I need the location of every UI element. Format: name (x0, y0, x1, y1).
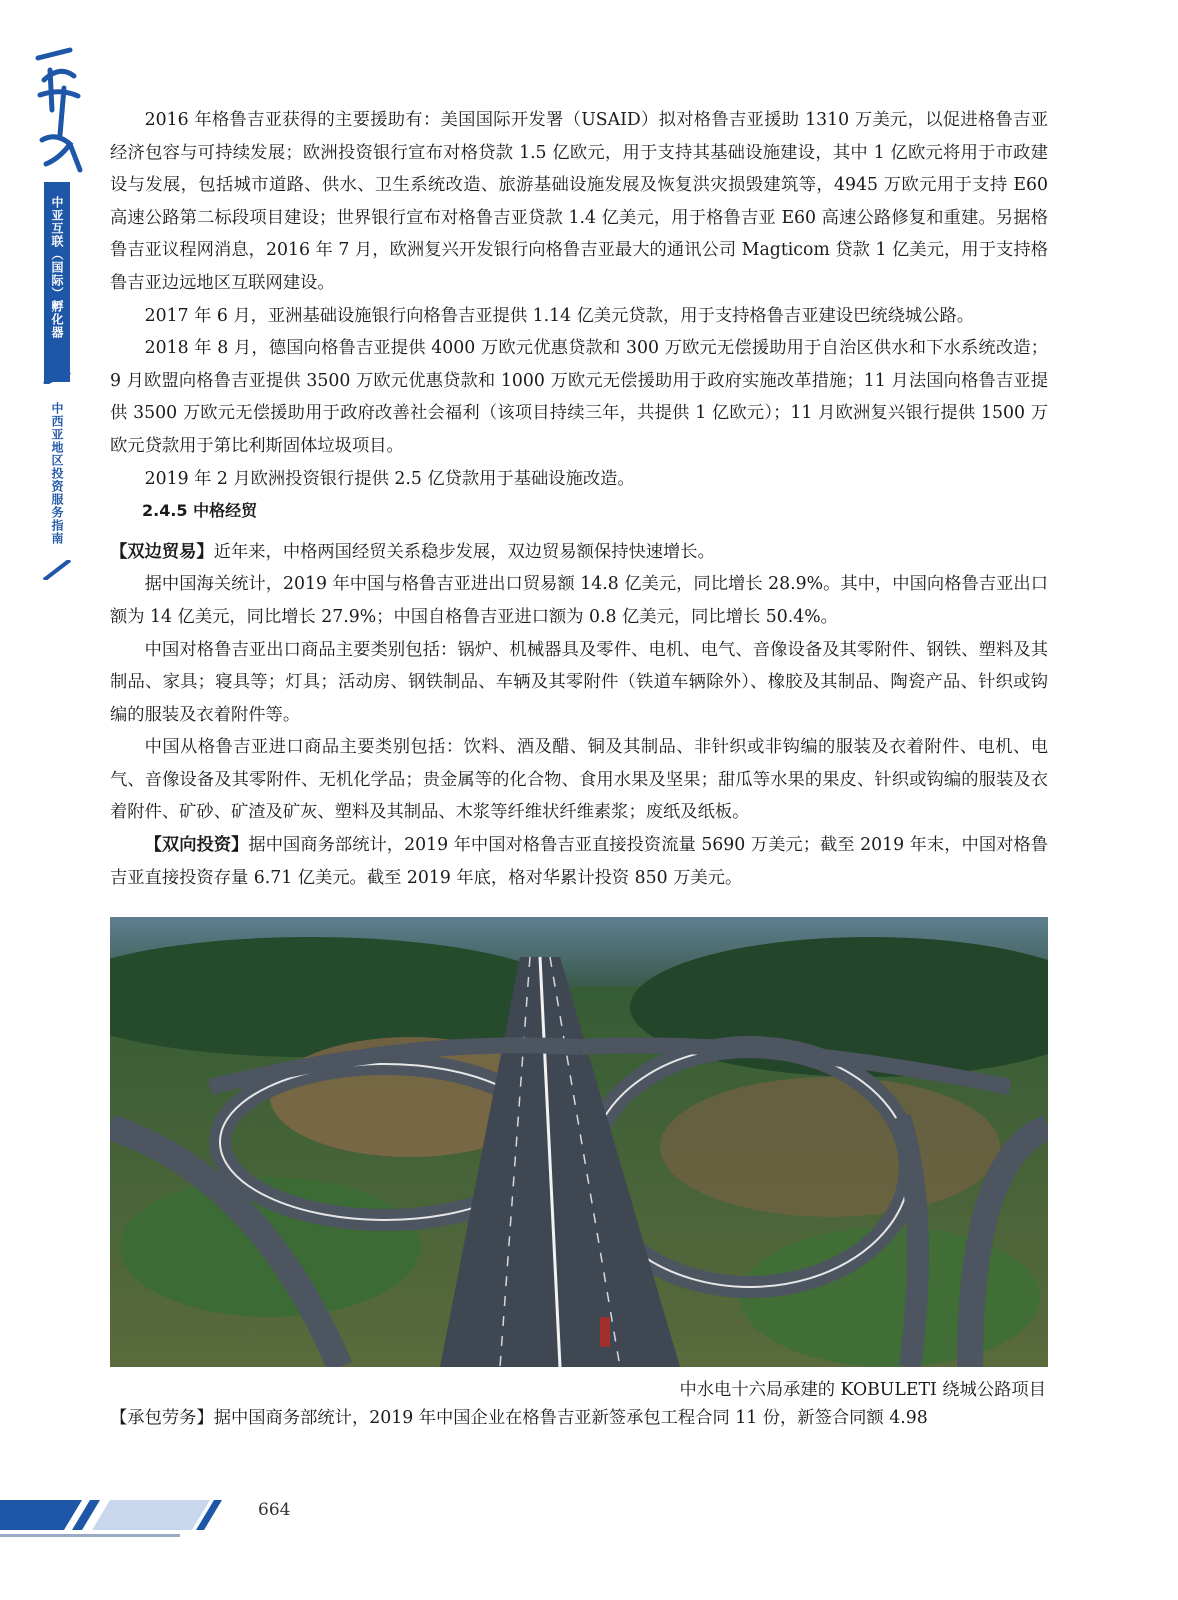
paragraph: 2018 年 8 月，德国向格鲁吉亚提供 4000 万欧元优惠贷款和 300 万欧元无偿援助用于自治区供水和下水系统改造；9 月欧盟向格鲁吉亚提供 3500 万欧元优惠贷款和 1000 万欧元无偿援助用于政府实施改革措施；11 月法国向格鲁吉亚提供 3500 万欧元无偿援助用于政府改善社会福利（该项目持续三年，共提供 1 亿欧元）；11 月欧洲复兴银行提供 1500 万欧元贷款用于第比利斯固体垃圾项目。 (110, 338, 1048, 456)
investment-label: 【双向投资】 (144, 835, 249, 856)
section-heading: 2.4.5 中格经贸 (142, 501, 258, 521)
paragraph-investment (110, 829, 1048, 894)
paragraph-contract (110, 1402, 1048, 1435)
investment-text: 据中国商务部统计，2019 年中国对格鲁吉亚直接投资流量 5690 万美元；截至 2019 年末，中国对格鲁吉亚直接投资存量 6.71 亿美元。截至 2019 年底，格对华累计投资 850 万美元。 (110, 835, 1048, 888)
belt-road-logo (30, 40, 90, 180)
photo-caption: 中水电十六局承建的 KOBULETI 绕城公路项目 (679, 1380, 1046, 1400)
paragraph: 2019 年 2 月欧洲投资银行提供 2.5 亿贷款用于基础设施改造。 (144, 468, 635, 489)
page-number: 664 (258, 1500, 291, 1520)
contract-text: 据中国商务部统计，2019 年中国企业在格鲁吉亚新签承包工程合同 11 份，新签合同额 4.98 (213, 1408, 928, 1428)
paragraph: 中国从格鲁吉亚进口商品主要类别包括：饮料、酒及醋、铜及其制品、非针织或非钩编的服装及衣着附件、电机、电气、音像设备及其零附件、无机化学品；贵金属等的化合物、食用水果及坚果；甜瓜等水果的果皮、针织或钩编的服装及衣着附件、矿砂、矿渣及矿灰、塑料及其制品、木浆等纤维状纤维素浆；废纸及纸板。 (110, 737, 1048, 823)
paragraph: 中国对格鲁吉亚出口商品主要类别包括：锅炉、机械器具及零件、电机、电气、音像设备及其零附件、钢铁、塑料及其制品、家具；寝具等；灯具；活动房、钢铁制品、车辆及其零附件（铁道车辆除外）、橡胶及其制品、陶瓷产品、针织或钩编的服装及衣着附件等。 (110, 639, 1048, 725)
trade-text: 近年来，中格两国经贸关系稳步发展，双边贸易额保持快速增长。 (213, 541, 715, 562)
highway-interchange-photo (110, 917, 1048, 1367)
sidebar-slash-icon (40, 560, 76, 580)
sidebar-section-2-label: 中西亚地区投资服务指南 (50, 402, 64, 545)
sidebar-slash-icon (40, 372, 76, 384)
sidebar-section-1-label: 中亚互联（国际）孵化器 (50, 196, 64, 339)
paragraph-trade (110, 536, 1048, 569)
paragraph: 据中国海关统计，2019 年中国与格鲁吉亚进出口贸易额 14.8 亿美元，同比增长 28.9%。其中，中国向格鲁吉亚出口额为 14 亿美元，同比增长 27.9%；中国自格鲁吉亚进口额为 0.8 亿美元，同比增长 50.4%。 (110, 574, 1048, 627)
paragraph: 2017 年 6 月，亚洲基础设施银行向格鲁吉亚提供 1.14 亿美元贷款，用于支持格鲁吉亚建设巴统绕城公路。 (144, 305, 975, 326)
footer-stripes (0, 1490, 230, 1540)
paragraph: 2016 年格鲁吉亚获得的主要援助有：美国国际开发署（USAID）拟对格鲁吉亚援助 1310 万美元，以促进格鲁吉亚经济包容与可持续发展；欧洲投资银行宣布对格贷款 1.5 亿欧元，用于支持其基础设施建设，其中 1 亿欧元将用于市政建设与发展，包括城市道路、供水、卫生系统改造、旅游基础设施发展及恢复洪灾损毁建筑等，4945 万欧元用于支持 E60 高速公路第二标段项目建设；世界银行宣布对格鲁吉亚贷款 1.4 亿美元，用于格鲁吉亚 E60 高速公路修复和重建。另据格鲁吉亚议程网消息，2016 年 7 月，欧洲复兴开发银行向格鲁吉亚最大的通讯公司 Magticom 贷款 1 亿美元，用于支持格鲁吉亚边远地区互联网建设。 (110, 110, 1048, 293)
trade-label: 【双边贸易】 (110, 541, 214, 562)
contract-label: 【承包劳务】 (110, 1408, 214, 1428)
main-text (110, 104, 1048, 894)
